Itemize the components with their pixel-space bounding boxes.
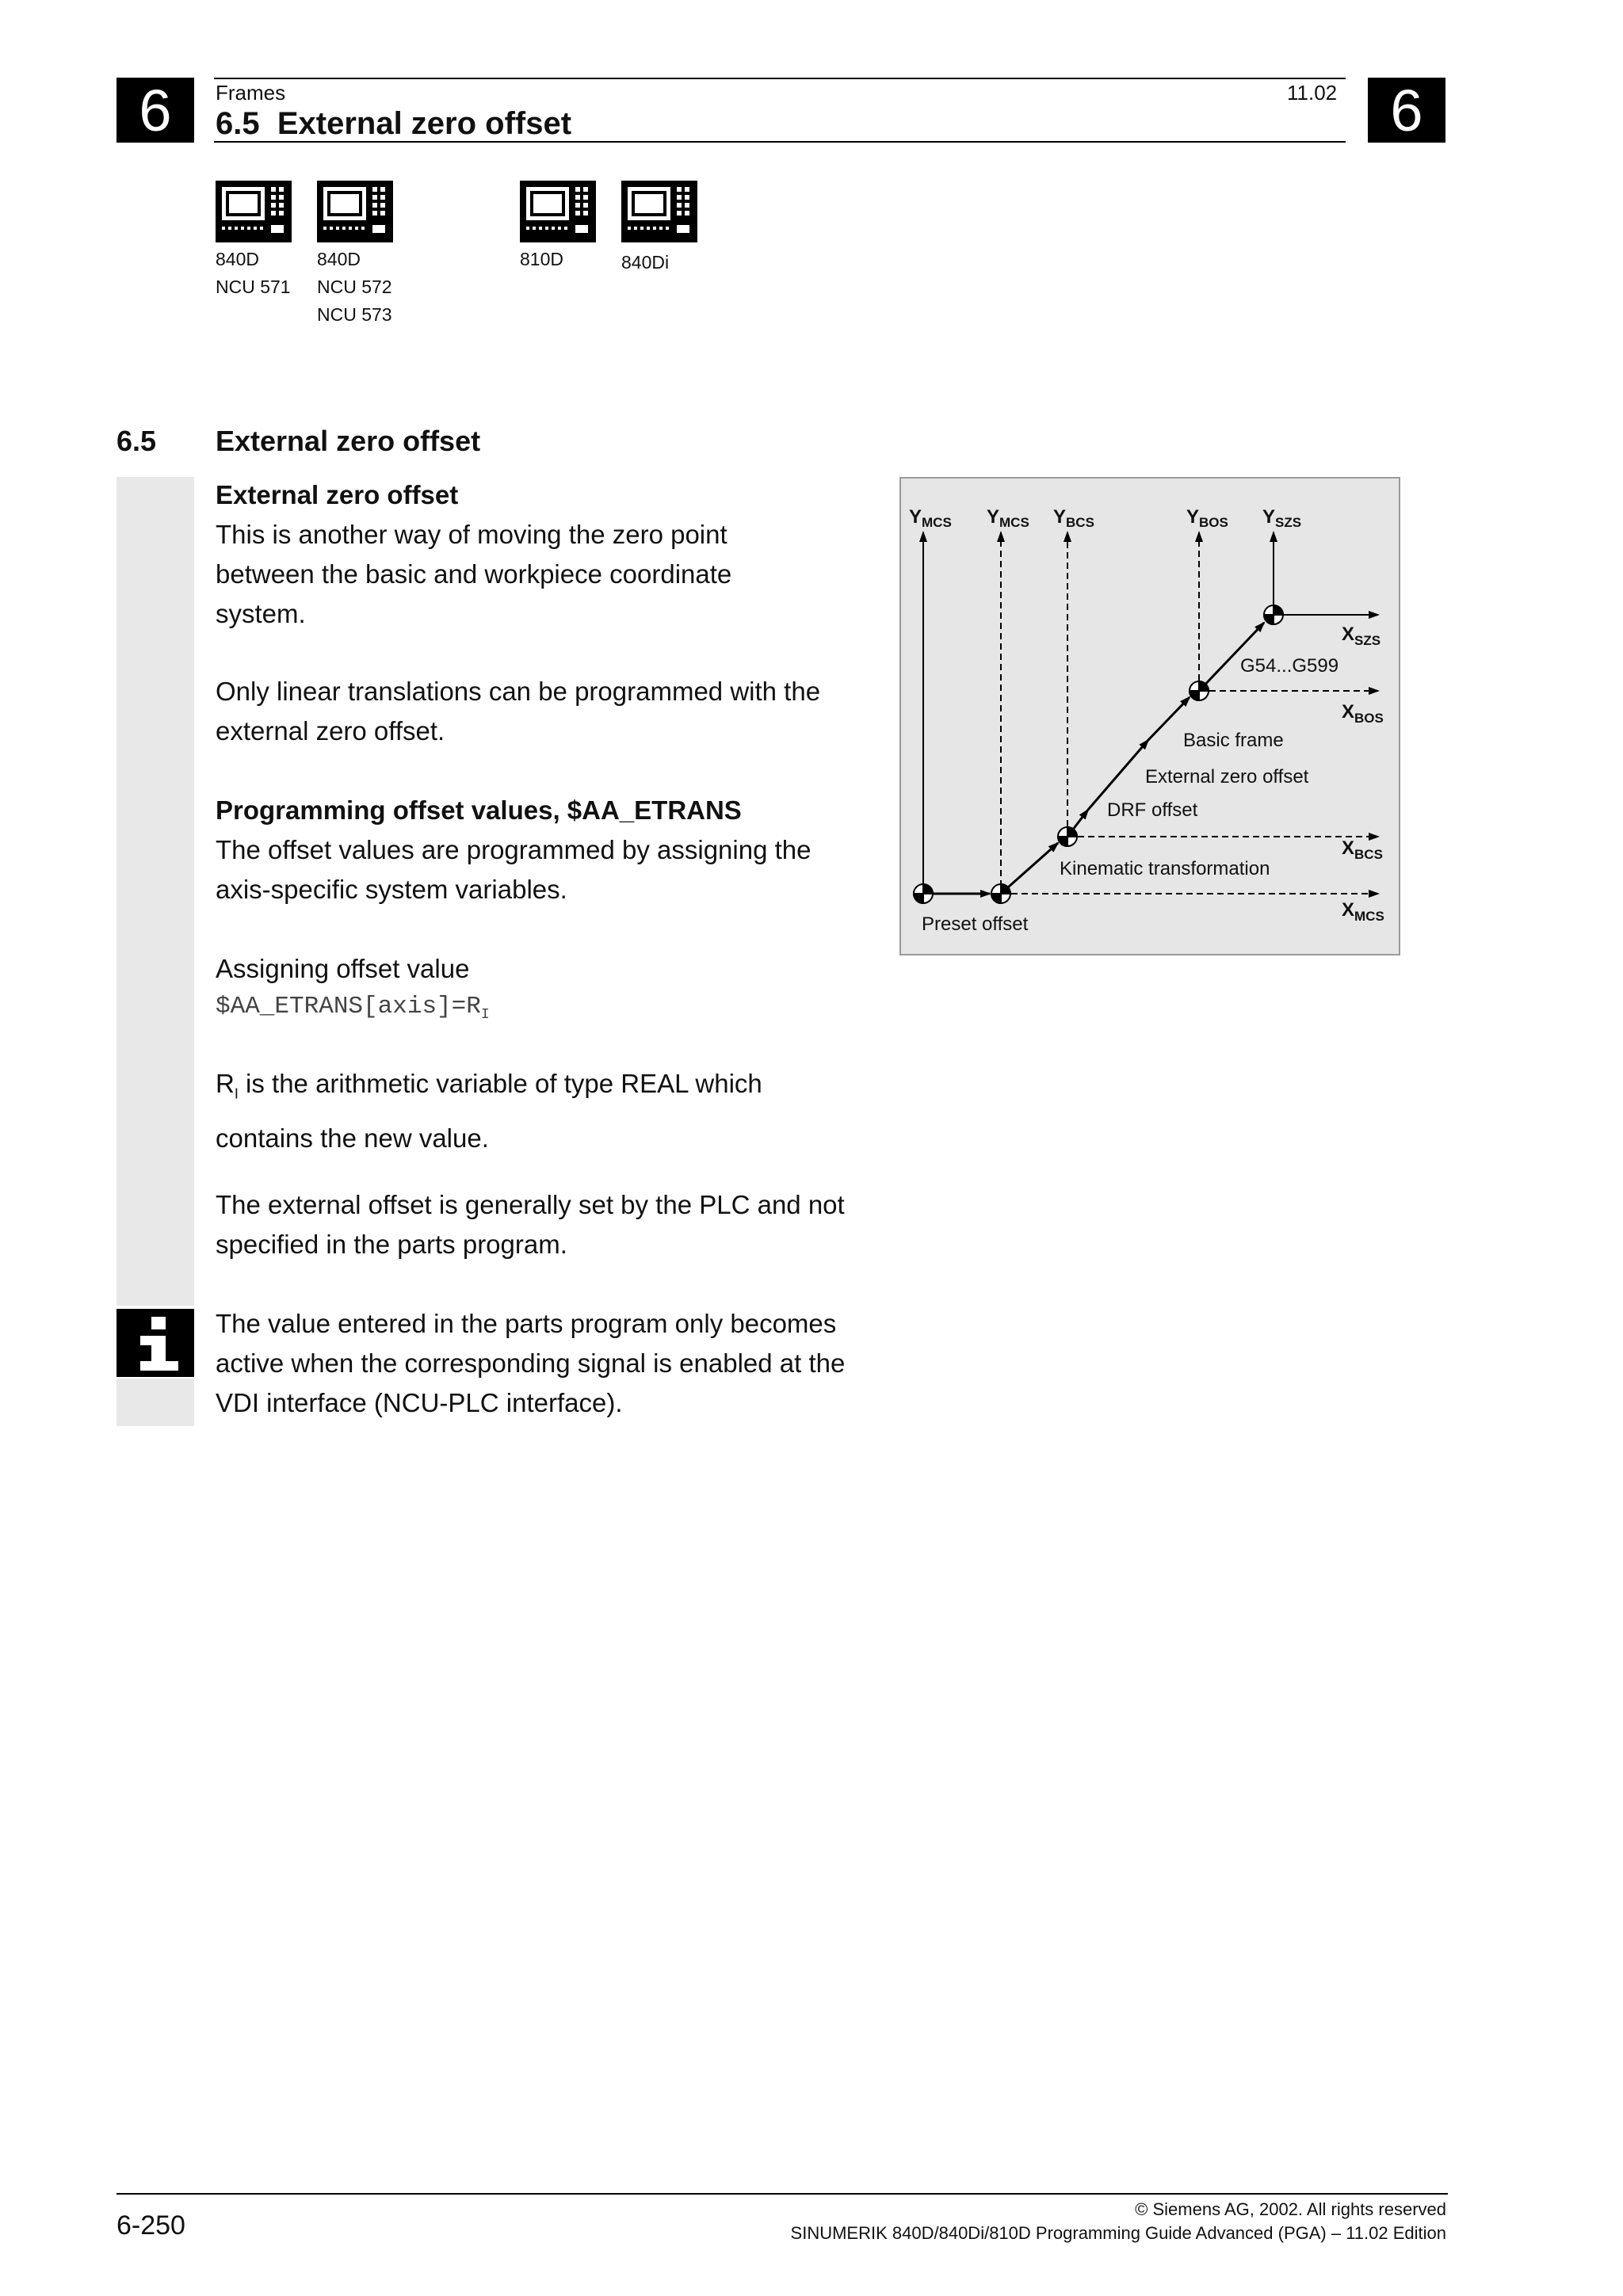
label-kinematic-transformation: Kinematic transformation [1060,858,1270,879]
page-number: 6-250 [116,2210,185,2241]
paragraph-plc: The external offset is generally set by the PLC and not specified in the parts program. [216,1190,845,1259]
control-panel-icon-840di [621,181,697,242]
assigning-offset-label: Assigning offset value [216,954,470,983]
header-top-rule [214,78,1346,79]
header-edition: 11.02 [1287,81,1338,105]
control-label-810d: 810D [520,249,563,269]
label-external-zero-offset: External zero offset [1145,766,1309,788]
control-label-840d-571: 840D NCU 571 [216,249,291,297]
header-section-label: Frames [216,81,286,105]
section-number: 6.5 [116,425,157,457]
y-label-mcs-2: $Y_{MCS}$ [987,506,1029,530]
code-assign-offset: $\$AA\_ETRANS[axis]=R_I$ [216,993,490,1024]
x-label-mcs: $X_{MCS}$ [1342,899,1384,924]
y-label-szs: $Y_{SZS}$ [1262,506,1302,530]
control-label-840d-572: 840D NCU 572 NCU 573 [317,249,392,325]
info-icon [116,1309,194,1377]
y-label-mcs-1: $Y_{MCS}$ [909,506,952,530]
chapter-number-badge-left: 6 [116,78,194,143]
paragraph-linear-translations: Only linear translations can be programmed with the external zero offset. [216,677,821,746]
footer-rule [116,2193,1448,2195]
origin-mcs-2 [991,884,1010,903]
control-panel-icon-840d-572 [317,181,393,242]
control-panel-icon-840d-571 [216,181,292,242]
footer-document-title: SINUMERIK 840D/840Di/810D Programming Guide Advanced (PGA) – 11.02 Edition [790,2223,1446,2243]
control-panel-icon-810d [520,181,596,242]
origin-bcs [1058,827,1077,846]
kinematic-arrow [1001,843,1058,894]
y-label-bos: $Y_{BOS}$ [1186,506,1228,530]
paragraph-offset-values: The offset values are programmed by assigning the axis-specific system variables. [216,835,812,904]
margin-bar-note [116,1379,194,1426]
paragraph-intro: This is another way of moving the zero point between the basic and workpiece coordinate system. [216,520,732,628]
coordinate-systems-diagram [899,477,1400,955]
note-vdi-interface: The value entered in the parts program only becomes active when the corresponding signal is enabled at the VDI interface (NCU-PLC interface). [216,1309,846,1417]
x-label-szs: $X_{SZS}$ [1342,624,1381,648]
label-basic-frame: Basic frame [1183,730,1284,751]
subheading-external-zero-offset: External zero offset [216,480,459,509]
origin-szs [1264,605,1283,624]
control-label-840di: 840Di [621,252,670,273]
paragraph-ri-variable: $R_I$ is the arithmetic variable of type REAL which contains the new value. [216,1069,762,1153]
margin-bar [116,477,194,1306]
label-g54-g599: G54...G599 [1240,655,1339,677]
origin-mcs-1 [914,884,933,903]
chapter-number-badge-right: 6 [1368,78,1445,143]
x-label-bos: $X_{BOS}$ [1342,701,1384,726]
label-preset-offset: Preset offset [922,913,1029,935]
header-title: 6.5 External zero offset [216,106,572,141]
footer-copyright: © Siemens AG, 2002. All rights reserved [1135,2199,1446,2219]
section-title: External zero offset [216,425,481,457]
y-label-bcs: $Y_{BCS}$ [1053,506,1094,530]
subheading-programming-offset-values: Programming offset values, $AA_ETRANS [216,795,742,825]
label-drf-offset: DRF offset [1107,799,1198,821]
origin-bos [1190,681,1209,700]
header-bottom-rule [214,141,1346,143]
x-label-bcs: $X_{BCS}$ [1342,837,1383,862]
